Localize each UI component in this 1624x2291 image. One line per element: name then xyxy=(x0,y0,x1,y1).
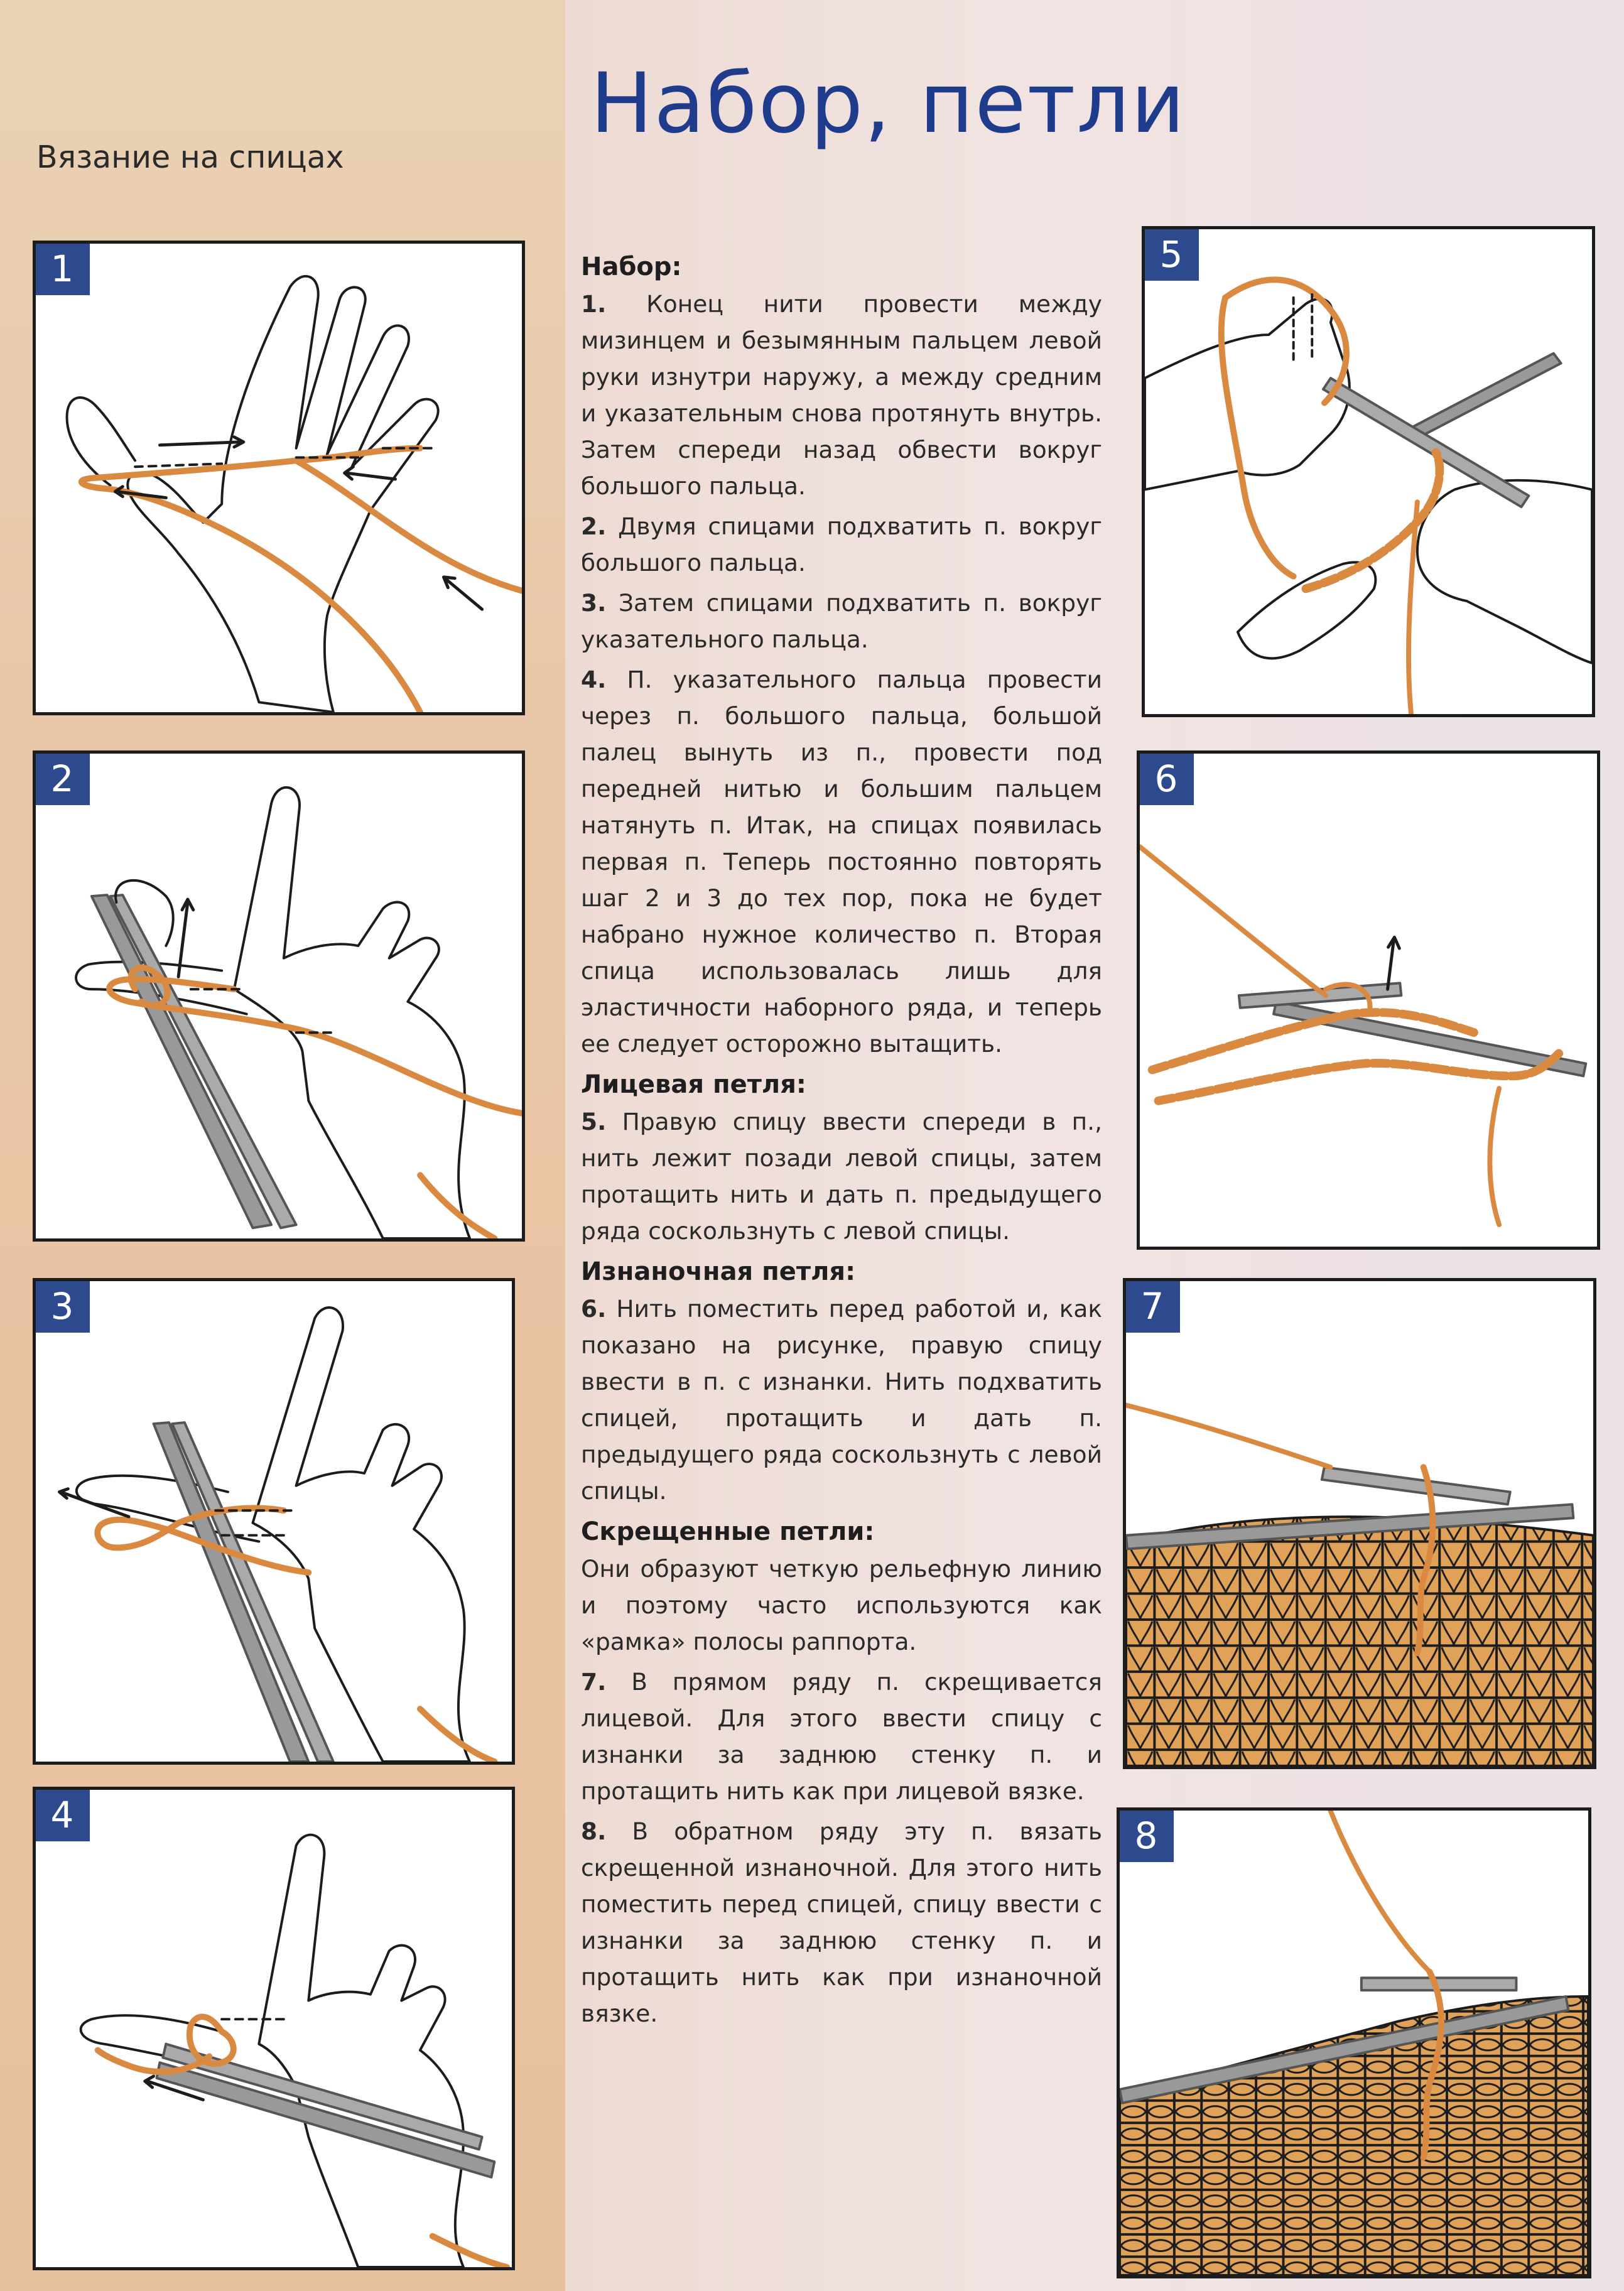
panel-number-badge: 8 xyxy=(1118,1809,1174,1862)
twisted-heading: Скрещенные петли: xyxy=(581,1517,875,1546)
section-title: Вязание на спицах xyxy=(36,139,344,175)
step-3: 3. Затем спицами подхватить п. вокруг указательного пальца. xyxy=(581,589,1102,653)
panel-number-badge: 5 xyxy=(1144,228,1199,281)
step-5: 5. Правую спицу ввести спереди в п., нить лежит позади левой спицы, затем протащить нить и дать п. предыдущего ряда соскользнуть с левой спицы. xyxy=(581,1108,1102,1245)
hand-yarn-wrap-icon xyxy=(36,244,522,712)
purl-stitch-needle-icon xyxy=(1140,754,1597,1247)
twisted-purl-fabric-icon xyxy=(1120,1811,1588,2275)
illustration-panel-1 xyxy=(33,241,525,715)
instructions-text xyxy=(581,248,1102,2035)
step-4: 4. П. указательного пальца провести через п. большого пальца, большой палец вынуть из п., провести под передней нитью и большим пальцем натянуть п. Итак, на спицах появилась первая п. Теперь постоянно повторять шаг 2 и 3 до тех пор, пока не будет набрано нужное количество п. Вторая спица использовалась лишь для эластичности наборного ряда, и теперь ее следует осторожно вытащить. xyxy=(581,666,1102,1058)
illustration-panel-7 xyxy=(1123,1278,1596,1769)
knit-stitch-hands-icon xyxy=(1145,229,1592,714)
step-2: 2. Двумя спицами подхватить п. вокруг большого пальца. xyxy=(581,512,1102,577)
panel-number-badge: 3 xyxy=(35,1280,90,1333)
illustration-panel-5 xyxy=(1142,226,1595,717)
illustration-panel-6 xyxy=(1137,750,1600,1250)
illustration-panel-8 xyxy=(1117,1807,1591,2278)
cast-on-heading: Набор: xyxy=(581,252,682,281)
illustration-panel-2 xyxy=(33,750,525,1242)
step-7: 7. В прямом ряду п. скрещивается лицевой. Для этого ввести спицу с изнанки за заднюю стенку п. и протащить нить как при лицевой вязке. xyxy=(581,1668,1102,1805)
panel-number-badge: 4 xyxy=(35,1789,90,1841)
hand-needles-cast-on-icon xyxy=(36,1790,512,2267)
knit-heading: Лицевая петля: xyxy=(581,1070,806,1099)
twisted-knit-fabric-icon xyxy=(1126,1281,1593,1766)
purl-heading: Изнаночная петля: xyxy=(581,1257,856,1286)
panel-number-badge: 2 xyxy=(35,752,90,805)
twisted-intro: Они образуют четкую рельефную линию и поэтому часто используются как «рамка» полосы раппорта. xyxy=(581,1555,1102,1655)
illustration-panel-3 xyxy=(33,1278,515,1765)
step-6: 6. Нить поместить перед работой и, как показано на рисунке, правую спицу ввести в п. с изнанки. Нить подхватить спицей, протащить и дать п. предыдущего ряда соскользнуть с левой спицы. xyxy=(581,1295,1102,1505)
panel-number-badge: 7 xyxy=(1125,1280,1180,1333)
panel-number-badge: 6 xyxy=(1139,752,1194,805)
step-8: 8. В обратном ряду эту п. вязать скрещенной изнаночной. Для этого нить поместить перед спицей, спицу ввести с изнанки за заднюю стенку п. и протащить нить как при изнаночной вязке. xyxy=(581,1817,1102,2027)
hand-needles-thumb-loop-icon xyxy=(36,754,522,1238)
illustration-panel-4 xyxy=(33,1787,515,2270)
hand-needles-index-loop-icon xyxy=(36,1281,512,1762)
step-1: 1. Конец нити провести между мизинцем и безымянным пальцем левой руки изнутри наружу, а между средним и указательным снова протянуть внутрь. Затем спереди назад обвести вокруг большого пальца. xyxy=(581,290,1102,500)
panel-number-badge: 1 xyxy=(35,242,90,295)
page-title: Набор, петли xyxy=(590,55,1186,152)
